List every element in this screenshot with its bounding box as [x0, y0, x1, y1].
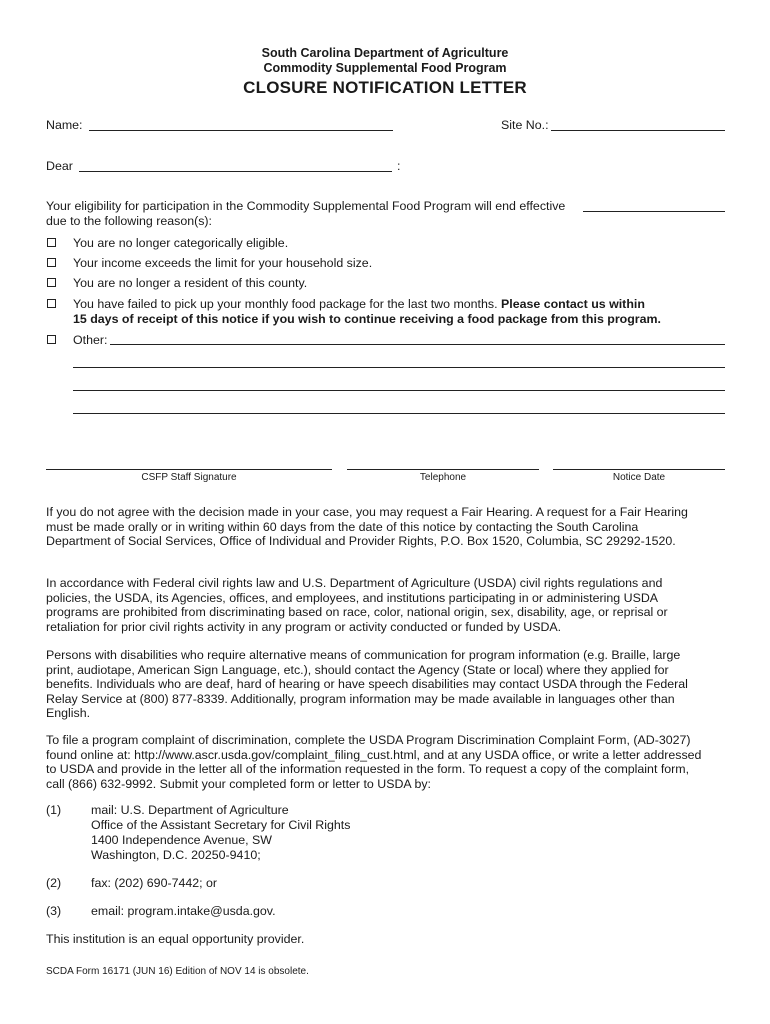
- intro-line-2: due to the following reason(s):: [46, 214, 212, 228]
- reason-3-label: You are no longer a resident of this county.: [73, 276, 308, 290]
- contact-fax: fax: (202) 690-7442; or: [91, 876, 218, 890]
- contact-number-1: (1): [46, 803, 62, 817]
- intro-line-1: Your eligibility for participation in the Commodity Supplemental Food Program will end effective: [46, 199, 566, 213]
- site-number-field[interactable]: [551, 130, 725, 131]
- complaint-line: To file a program complaint of discrimination, complete the USDA Program Discrimination Complaint Form, (AD-3027): [46, 733, 691, 747]
- page-title: CLOSURE NOTIFICATION LETTER: [243, 78, 527, 97]
- telephone-caption: Telephone: [419, 472, 467, 483]
- contact-mail-line-1: mail: U.S. Department of Agriculture: [91, 803, 289, 817]
- program-name: Commodity Supplemental Food Program: [263, 61, 507, 75]
- effective-date-field[interactable]: [583, 211, 725, 212]
- staff-signature-caption: CSFP Staff Signature: [141, 472, 237, 483]
- recipient-name-field[interactable]: [79, 171, 392, 172]
- disabilities-line: Relay Service at (800) 877-8339. Additionally, program information may be made available in languages other than: [46, 691, 675, 706]
- notice-date-caption: Notice Date: [612, 472, 666, 483]
- dear-label: Dear: [46, 159, 73, 173]
- complaint-paragraph: [46, 733, 736, 791]
- other-reason-field-1[interactable]: [110, 344, 725, 345]
- reason-2-label: Your income exceeds the limit for your household size.: [73, 256, 373, 270]
- form-footer: SCDA Form 16171 (JUN 16) Edition of NOV 14 is obsolete.: [46, 966, 309, 977]
- fair-hearing-paragraph: [46, 505, 736, 549]
- reason-2-checkbox[interactable]: [47, 258, 56, 267]
- contact-mail-line-4: Washington, D.C. 20250-9410;: [91, 848, 261, 862]
- fair-hearing-line: must be made orally or in writing within 60 days from the date of this notice by contacting the South Carolina: [46, 519, 639, 534]
- letter-header: [0, 46, 770, 99]
- name-label: Name:: [46, 118, 83, 132]
- equal-opportunity-statement: This institution is an equal opportunity provider.: [46, 932, 305, 946]
- fair-hearing-line: Department of Social Services, Office of Individual and Provider Rights, P.O. Box 1520, Columbia, SC 29292-1520.: [46, 534, 676, 549]
- agency-name: South Carolina Department of Agriculture: [261, 46, 509, 60]
- other-reason-field-2[interactable]: [73, 367, 725, 368]
- dear-colon: :: [397, 159, 401, 173]
- reason-other-label: Other:: [73, 333, 108, 347]
- other-reason-field-3[interactable]: [73, 390, 725, 391]
- civil-rights-line: programs are prohibited from discriminating based on race, color, national origin, sex, disability, age, or reprisal or: [46, 605, 668, 620]
- civil-rights-line: retaliation for prior civil rights activity in any program or activity conducted or funded by USDA.: [46, 619, 562, 634]
- disabilities-line: benefits. Individuals who are deaf, hard of hearing or have speech disabilities may contact USDA through the Federal: [46, 677, 688, 692]
- reason-1-label: You are no longer categorically eligible.: [73, 236, 289, 250]
- reason-1-checkbox[interactable]: [47, 238, 56, 247]
- complaint-line: found online at: http://www.ascr.usda.gov/complaint_filing_cust.html, and at any USDA office, or write a letter addressed: [46, 747, 702, 762]
- disabilities-paragraph: [46, 648, 736, 721]
- reason-3-checkbox[interactable]: [47, 278, 56, 287]
- telephone-field[interactable]: [347, 469, 539, 470]
- other-reason-field-4[interactable]: [73, 413, 725, 414]
- contact-mail-line-2: Office of the Assistant Secretary for Civil Rights: [91, 818, 351, 832]
- site-number-label: Site No.:: [501, 118, 549, 132]
- civil-rights-line: In accordance with Federal civil rights law and U.S. Department of Agriculture (USDA) civil rights regulations and: [46, 576, 663, 590]
- contact-number-2: (2): [46, 876, 62, 890]
- disabilities-line: print, audiotape, American Sign Language, etc.), should contact the Agency (State or local) where they applied for: [46, 662, 669, 677]
- contact-mail-line-3: 1400 Independence Avenue, SW: [91, 833, 272, 847]
- reason-4-checkbox[interactable]: [47, 299, 56, 308]
- reason-4-text: You have failed to pick up your monthly food package for the last two months.: [73, 297, 498, 311]
- staff-signature-field[interactable]: [46, 469, 332, 470]
- disabilities-line: English.: [46, 706, 91, 721]
- civil-rights-paragraph: [46, 576, 736, 634]
- notice-date-field[interactable]: [553, 469, 725, 470]
- complaint-line: to USDA and provide in the letter all of the information requested in the form. To request a copy of the complaint form,: [46, 762, 690, 777]
- disabilities-line: Persons with disabilities who require alternative means of communication for program information (e.g. Braille, large: [46, 648, 681, 662]
- contact-number-3: (3): [46, 904, 62, 918]
- name-field[interactable]: [89, 130, 393, 131]
- fair-hearing-line: If you do not agree with the decision made in your case, you may request a Fair Hearing. A request for a Fair Hearing: [46, 505, 688, 519]
- reason-4-label: [73, 297, 645, 312]
- complaint-line: call (866) 632-9992. Submit your completed form or letter to USDA by:: [46, 776, 431, 791]
- reason-4-emphasis-continued: 15 days of receipt of this notice if you wish to continue receiving a food package from this program.: [73, 312, 661, 326]
- contact-email: email: program.intake@usda.gov.: [91, 904, 276, 918]
- reason-4-emphasis: Please contact us within: [500, 297, 645, 311]
- reason-other-checkbox[interactable]: [47, 335, 56, 344]
- civil-rights-line: policies, the USDA, its Agencies, offices, and employees, and institutions participating in or administering USDA: [46, 590, 659, 605]
